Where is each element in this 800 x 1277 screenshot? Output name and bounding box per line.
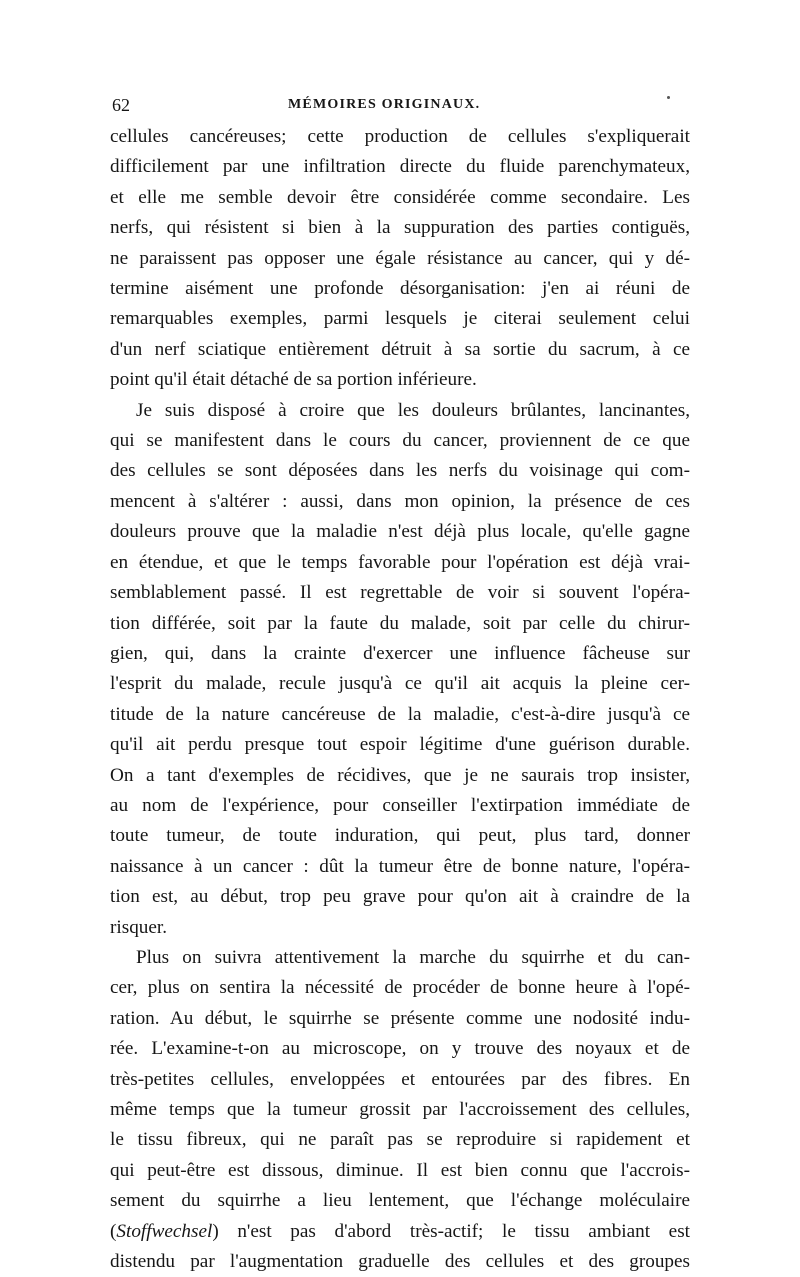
text-line: naissance à un cancer : dût la tumeur être de bonne nature, l'opéra- [110, 855, 690, 877]
text-line: risquer. [110, 916, 168, 938]
page-number: 62 [112, 95, 130, 115]
text-line: très-petites cellules, enveloppées et entourées par des fibres. En [110, 1068, 690, 1090]
text-line: ration. Au début, le squirrhe se présente comme une nodosité indu- [110, 1007, 690, 1029]
paragraph-first-line: Je suis disposé à croire que les douleurs brûlantes, lancinantes, [136, 399, 690, 421]
text-line: d'un nerf sciatique entièrement détruit à sa sortie du sacrum, à ce [110, 338, 690, 360]
text-line: et elle me semble devoir être considérée comme secondaire. Les [110, 186, 690, 208]
margin-speck [667, 96, 670, 99]
text-line: qui peut-être est dissous, diminue. Il est bien connu que l'accrois- [110, 1159, 690, 1181]
text-line: difficilement par une infiltration directe du fluide parenchymateux, [110, 156, 690, 178]
text-line: remarquables exemples, parmi lesquels je citerai seulement celui [110, 308, 690, 330]
text-line: tion différée, soit par la faute du malade, soit par celle du chirur- [110, 612, 690, 634]
running-title: MÉMOIRES ORIGINAUX. [288, 97, 481, 112]
text-line: rée. L'examine-t-on au microscope, on y trouve des noyaux et de [110, 1038, 690, 1060]
body-text [110, 122, 690, 1277]
text-line: toute tumeur, de toute induration, qui peut, plus tard, donner [110, 825, 690, 847]
text-line: nerfs, qui résistent si bien à la suppuration des parties contiguës, [110, 217, 690, 239]
text-line-rest: n'est pas d'abord très-actif; le tissu ambiant est [237, 1220, 690, 1242]
text-line: qu'il ait perdu presque tout espoir légitime d'une guérison durable. [110, 734, 690, 756]
text-line: point qu'il était détaché de sa portion inférieure. [110, 369, 477, 391]
text-line: gien, qui, dans la crainte d'exercer une influence fâcheuse sur [110, 642, 690, 664]
text-line: douleurs prouve que la maladie n'est déjà plus locale, qu'elle gagne [110, 521, 690, 543]
text-line: On a tant d'exemples de récidives, que je ne saurais trop insister, [110, 764, 690, 786]
text-line: tion est, au début, trop peu grave pour qu'on ait à craindre de la [110, 886, 690, 908]
text-line: mencent à s'altérer : aussi, dans mon opinion, la présence de ces [110, 490, 690, 512]
text-line: titude de la nature cancéreuse de la maladie, c'est-à-dire jusqu'à ce [110, 703, 690, 725]
text-line: au nom de l'expérience, pour conseiller l'extirpation immédiate de [110, 794, 690, 816]
text-line: cer, plus on sentira la nécessité de procéder de bonne heure à l'opé- [110, 977, 690, 999]
italic-term: Stoffwechsel [116, 1220, 213, 1242]
text-line: même temps que la tumeur grossit par l'accroissement des cellules, [110, 1099, 690, 1120]
text-line-with-term: (Stoffwechsel) n'est pas d'abord très-actif; le tissu ambiant est [110, 1220, 690, 1242]
text-line: des cellules se sont déposées dans les nerfs du voisinage qui com- [110, 460, 690, 482]
text-line: en étendue, et que le temps favorable pour l'opération est déjà vrai- [110, 551, 690, 573]
text-line: sement du squirrhe a lieu lentement, que l'échange moléculaire [110, 1190, 690, 1212]
text-line: distendu par l'augmentation graduelle des cellules et des groupes [110, 1251, 690, 1273]
text-line: termine aisément une profonde désorganisation: j'en ai réuni de [110, 278, 690, 300]
text-line: le tissu fibreux, qui ne paraît pas se reproduire si rapidement et [110, 1129, 690, 1151]
text-line: l'esprit du malade, recule jusqu'à ce qu'il ait acquis la pleine cer- [110, 673, 690, 695]
text-line: qui se manifestent dans le cours du cancer, proviennent de ce que [110, 430, 690, 452]
text-line: semblablement passé. Il est regrettable de voir si souvent l'opéra- [110, 582, 690, 604]
paragraph-first-line: Plus on suivra attentivement la marche du squirrhe et du can- [136, 946, 690, 968]
text-line: cellules cancéreuses; cette production de cellules s'expliquerait [110, 126, 690, 147]
running-head [112, 95, 692, 121]
text-line: ne paraissent pas opposer une égale résistance au cancer, qui y dé- [110, 247, 690, 269]
